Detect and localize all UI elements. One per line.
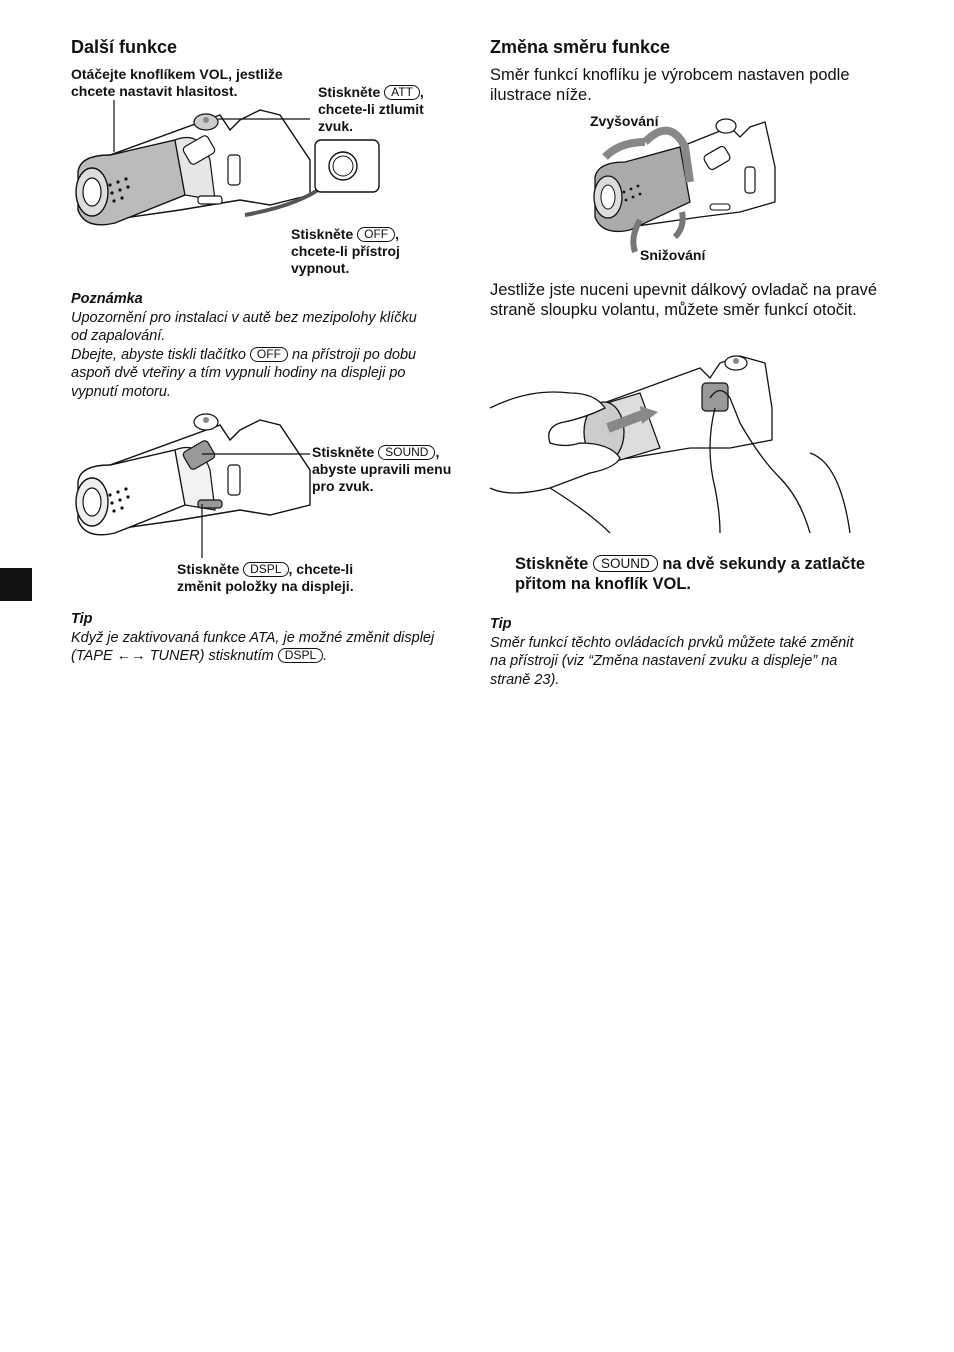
instr-sound-key: SOUND: [593, 555, 658, 572]
sound-hold-instruction: [515, 554, 875, 594]
vol-knob-label: Otáčejte knoflíkem VOL, jestliže chcete nastavit hlasitost.: [71, 66, 283, 99]
tip-left-pre: Když je zaktivovaná funkce ATA, je možné změnit displej (TAPE: [71, 629, 435, 664]
tip-left: [71, 610, 441, 666]
remote-illustration-2: [70, 410, 320, 560]
note-title: Poznámka: [71, 291, 143, 307]
hand-illustration: [490, 348, 870, 533]
tip-right-title: Tip: [490, 616, 512, 632]
section-heading-dalsi-funkce: Další funkce: [71, 37, 178, 57]
dspl-pre: Stiskněte: [177, 561, 240, 577]
down-label: Snižování: [640, 247, 706, 263]
tip-dspl-key: DSPL: [278, 648, 323, 663]
dspl-rest: změnit položky na displeji.: [177, 578, 354, 594]
note-line2: [71, 346, 431, 402]
off-pre: Stiskněte: [291, 226, 354, 242]
tip-left-title: Tip: [71, 611, 93, 627]
sound-pre: Stiskněte: [312, 444, 375, 460]
att-pre: Stiskněte: [318, 84, 381, 100]
up-label: Zvyšování: [590, 113, 659, 129]
right-intro: Směr funkcí knoflíku je výrobcem nastaven podle ilustrace níže.: [490, 66, 850, 104]
tip-left-post: .: [323, 648, 328, 664]
instr-post: na dvě sekundy a: [662, 555, 800, 573]
dspl-key: DSPL: [243, 562, 288, 577]
note-line1: Upozornění pro instalaci v autě bez mezipolohy klíčku od zapalování.: [71, 309, 417, 344]
tip-right: [490, 615, 860, 689]
dspl-post: , chcete-li: [288, 561, 354, 577]
instr-pre: Stiskněte: [515, 555, 589, 573]
tip-right-text: Směr funkcí těchto ovládacích prvků můžete také změnit na přístroji (viz “Změna nastavení zvuku a displeje” na straně 23).: [490, 634, 854, 688]
section-heading-zmena-smeru: Změna směru funkce: [490, 37, 671, 57]
att-key: ATT: [384, 85, 420, 100]
sound-rest: abyste upravili menu pro zvuk.: [312, 461, 452, 494]
note-line2-pre: Dbejte, abyste tiskli tlačítko: [71, 346, 246, 363]
att-rest: chcete-li ztlumit zvuk.: [318, 101, 424, 134]
tip-left-text: [71, 629, 441, 666]
page-tab-marker: [0, 568, 32, 601]
sound-key: SOUND: [378, 445, 435, 460]
double-arrow-icon: ←→: [116, 648, 146, 664]
off-key: OFF: [357, 227, 395, 242]
note-line2-post: na přístroji po dobu aspoň dvě vteřiny a tím vypnuli hodiny na displeji po vypnutí motoru.: [71, 346, 417, 400]
note-block: [71, 290, 431, 401]
direction-illustration: [590, 112, 780, 257]
sound-post: ,: [435, 444, 440, 460]
instr-rest: zatlačte přitom na knoflík VOL.: [515, 555, 866, 593]
right-paragraph: Jestliže jste nuceni upevnit dálkový ovladač na pravé straně sloupku volantu, můžete směr funkcí otočit.: [490, 281, 878, 319]
att-post: ,: [419, 84, 424, 100]
tip-left-mid: TUNER) stisknutím: [149, 648, 274, 664]
sound-instruction: [312, 444, 472, 495]
off-post: ,: [395, 226, 400, 242]
off-rest: chcete-li přístroj vypnout.: [291, 243, 400, 276]
note-off-key: OFF: [250, 347, 288, 362]
off-instruction: [291, 226, 441, 277]
dspl-instruction: [177, 561, 397, 595]
